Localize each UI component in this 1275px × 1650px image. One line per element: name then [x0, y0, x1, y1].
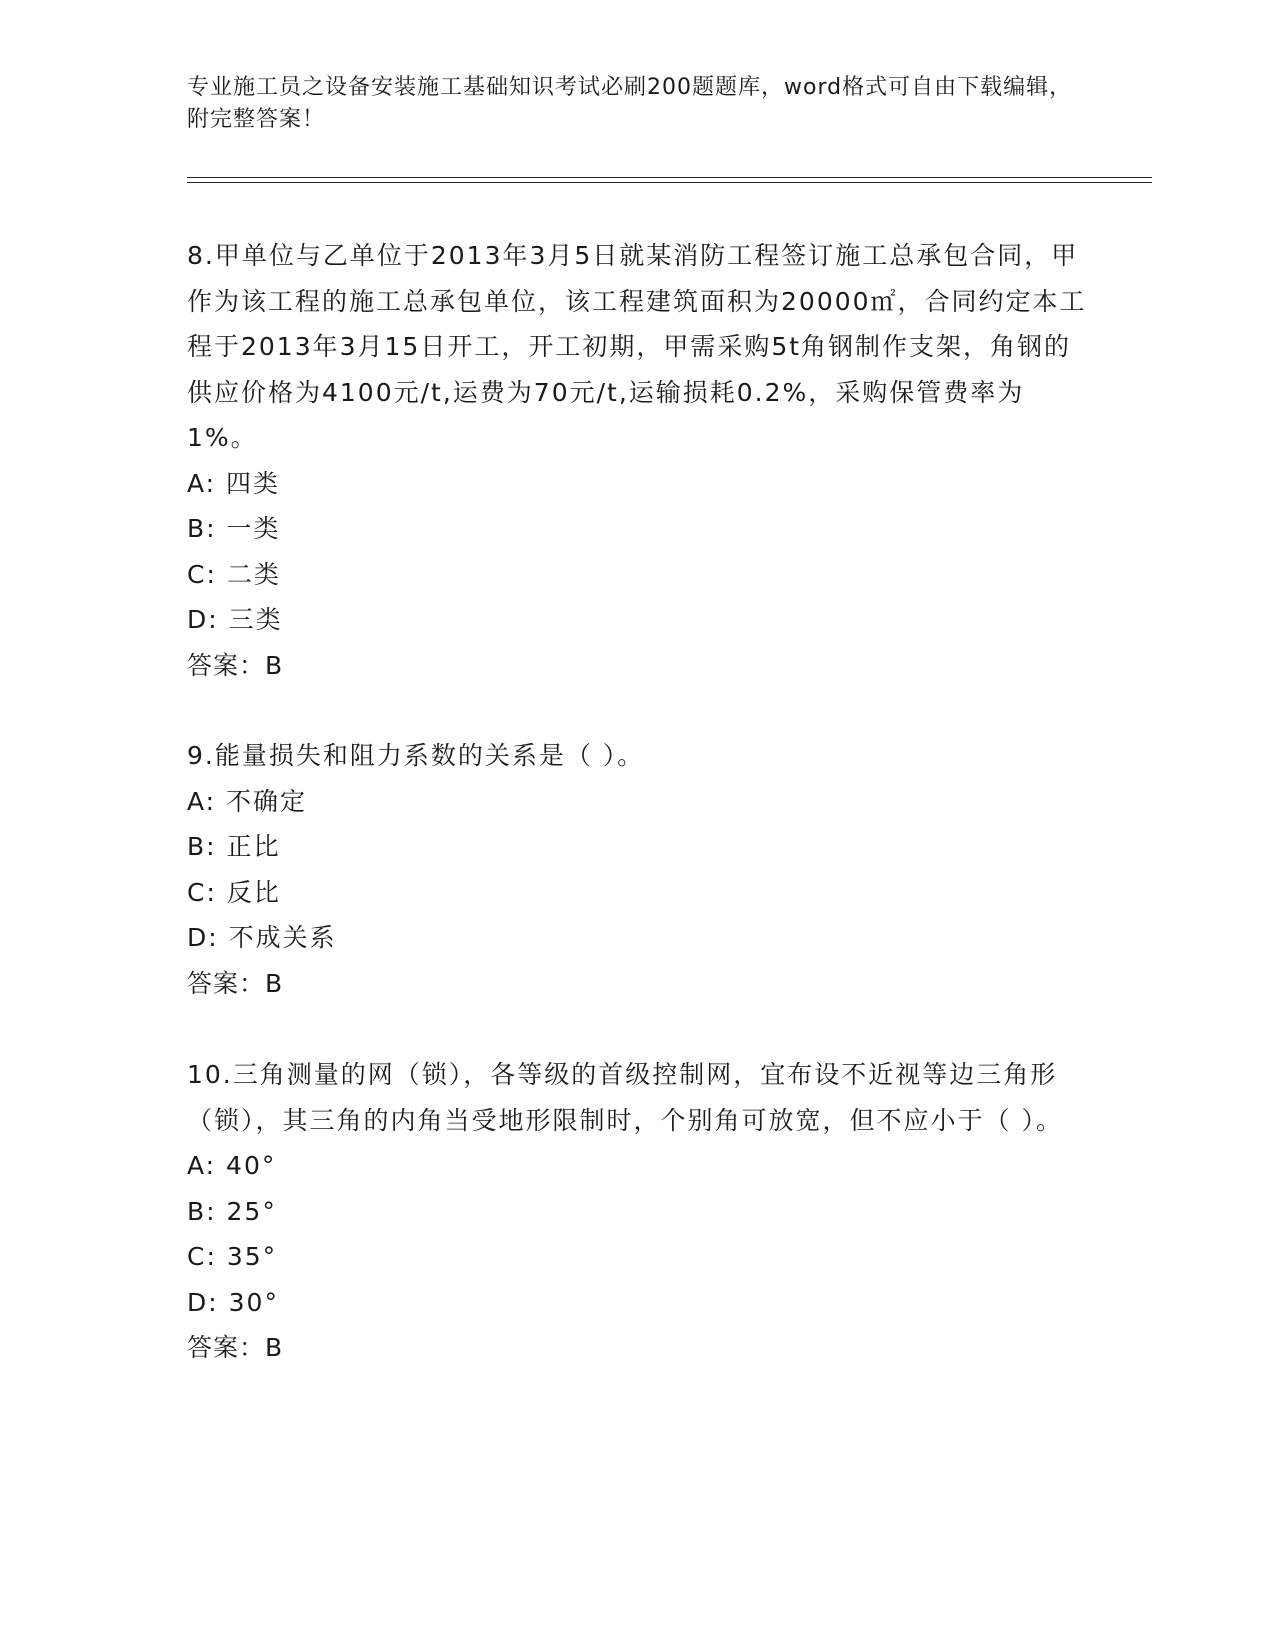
option-label: C: — [187, 1242, 217, 1271]
option-text: 不成关系 — [228, 923, 337, 952]
option-label: D: — [187, 605, 219, 634]
header-rule-top — [187, 177, 1152, 178]
option-label: A: — [187, 468, 217, 498]
option-text: 不确定 — [226, 786, 308, 816]
option-label: C: — [187, 877, 217, 907]
question-stem: 8.甲单位与乙单位于2013年3月5日就某消防工程签订施工总承包合同，甲作为该工程的施工总承包单位，该工程建筑面积为20000㎡，合同约定本工程于2013年3月15日开工，开工初期，甲需采购5t角钢制作支架，角钢的供应价格为4100元/t,运费为70元/t,运输损耗0.2%，采购保管费率为1%。 — [187, 241, 1087, 452]
option-d — [187, 597, 1087, 643]
option-d — [187, 915, 1087, 961]
option-text: 四类 — [226, 468, 281, 498]
option-c — [187, 552, 1087, 598]
option-a — [187, 461, 1087, 507]
option-text: 25° — [226, 1196, 277, 1226]
answer-line: 答案：B — [187, 968, 284, 998]
option-c — [187, 870, 1087, 916]
option-label: D: — [187, 923, 219, 952]
question-stem: 10.三角测量的网（锁），各等级的首级控制网，宜布设不近视等边三角形（锁），其三角的内角当受地形限制时，个别角可放宽，但不应小于（ ）。 — [187, 1060, 1063, 1135]
header-rule-bottom — [187, 182, 1152, 183]
question-10 — [187, 1052, 1087, 1371]
option-text: 一类 — [226, 514, 281, 543]
option-b — [187, 824, 1087, 870]
question-9 — [187, 733, 1087, 1006]
answer-line: 答案：B — [187, 1333, 284, 1362]
option-text: 二类 — [226, 559, 281, 589]
option-a — [187, 1143, 1087, 1189]
option-b — [187, 506, 1087, 552]
option-text: 30° — [228, 1287, 279, 1317]
answer-line: 答案：B — [187, 650, 284, 680]
option-label: B: — [187, 832, 217, 861]
option-d — [187, 1280, 1087, 1326]
option-text: 40° — [226, 1151, 277, 1180]
option-label: A: — [187, 1151, 217, 1180]
option-label: B: — [187, 1196, 217, 1226]
option-a — [187, 779, 1087, 825]
option-label: D: — [187, 1287, 219, 1317]
question-stem: 9.能量损失和阻力系数的关系是（ ）。 — [187, 741, 645, 770]
option-text: 35° — [226, 1242, 278, 1271]
option-text: 三类 — [228, 605, 283, 634]
option-c — [187, 1234, 1087, 1280]
option-label: C: — [187, 559, 217, 589]
option-text: 反比 — [226, 877, 281, 907]
option-label: A: — [187, 786, 217, 816]
option-label: B: — [187, 514, 217, 543]
question-8 — [187, 233, 1087, 688]
option-text: 正比 — [226, 832, 281, 861]
document-header: 专业施工员之设备安装施工基础知识考试必刷200题题库，word格式可自由下载编辑，附完整答案！ — [187, 75, 1073, 132]
option-b — [187, 1189, 1087, 1235]
